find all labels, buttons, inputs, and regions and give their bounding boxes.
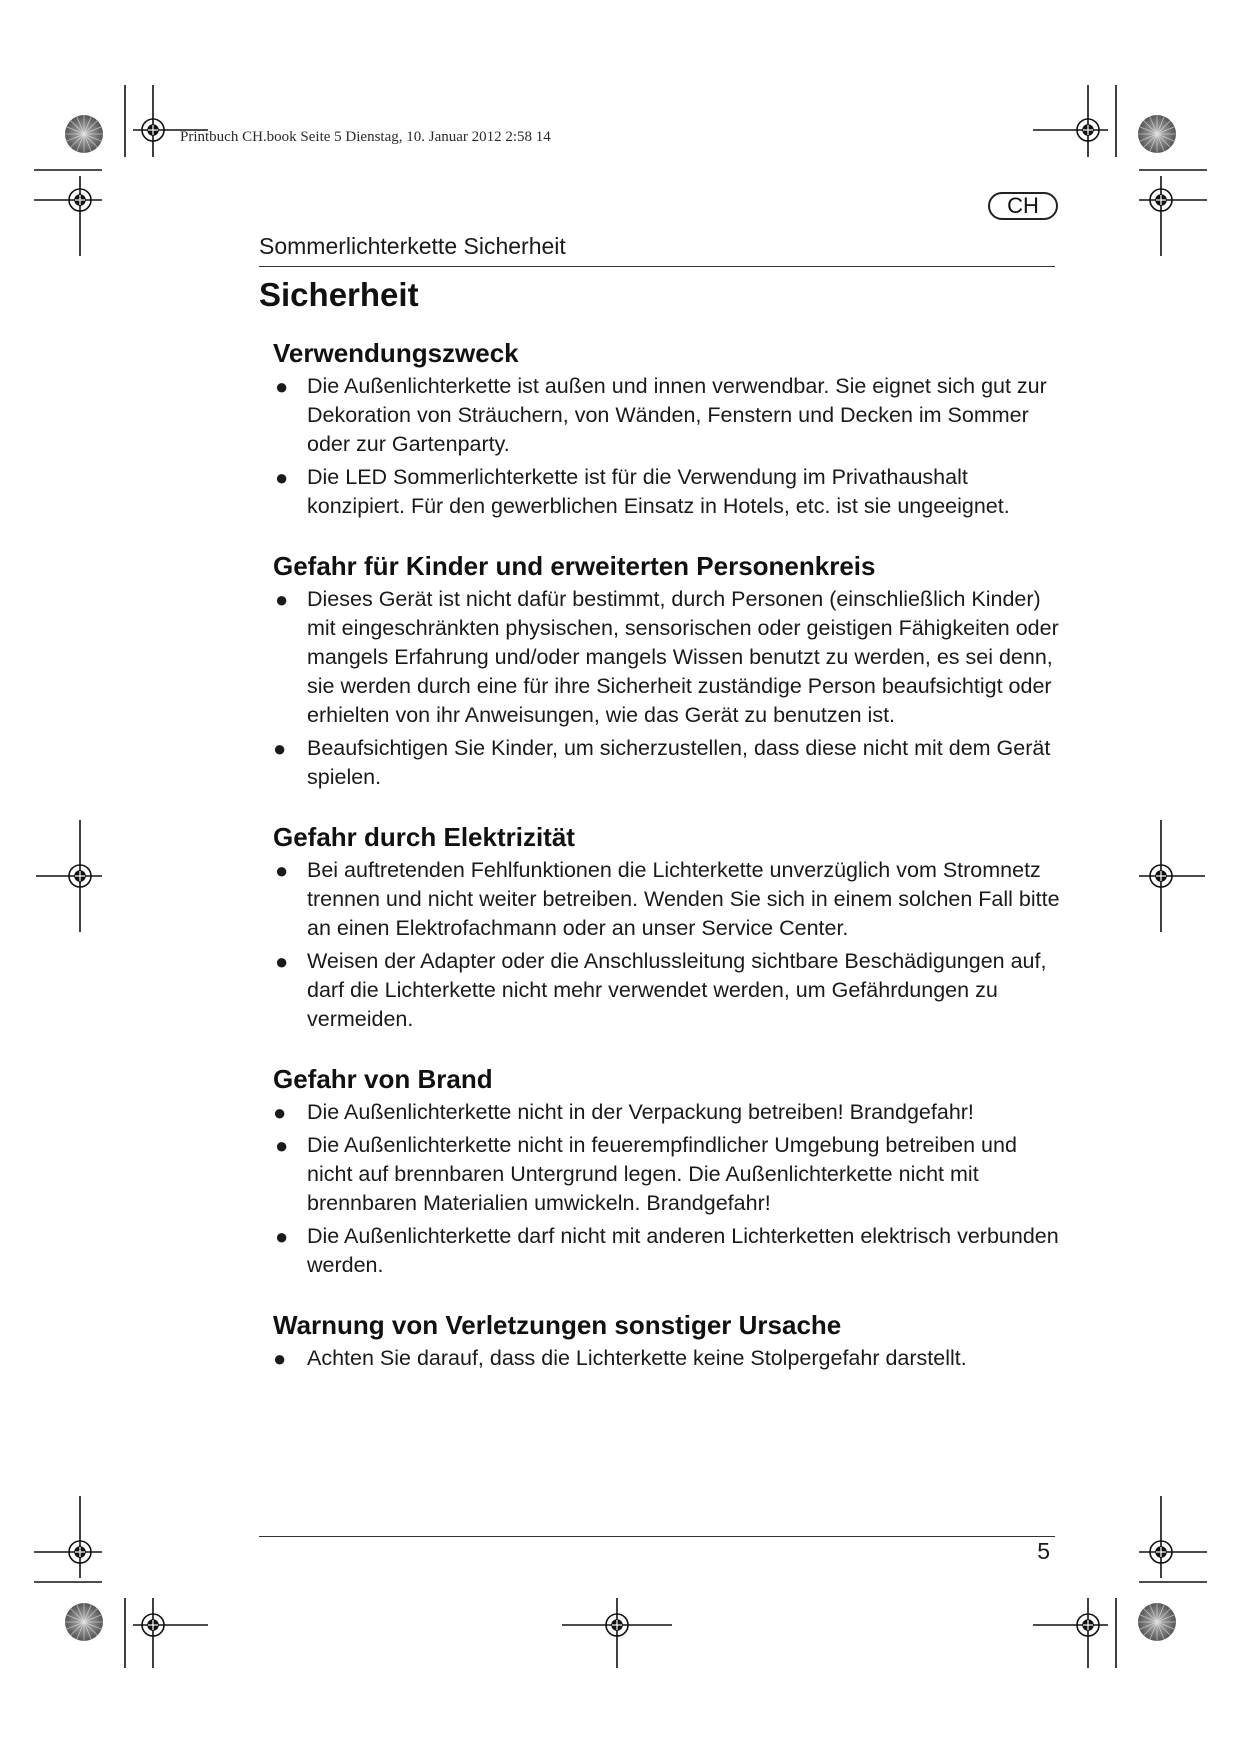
bullet-icon: ●: [275, 858, 289, 883]
list-item-text: Die Außenlichterkette nicht in der Verpackung betreiben! Brandgefahr!: [307, 1100, 974, 1124]
list-item-text: Weisen der Adapter oder die Anschlussleitung sichtbare Beschädigungen auf, darf die Lichterkette nicht mehr verwendet werden, um Gefährdungen zu vermeiden.: [307, 949, 1047, 1031]
list-item: [273, 734, 1063, 792]
crosshair-top-left-inner: [125, 85, 208, 157]
crosshair-bottom-right-inner: [1033, 1598, 1116, 1668]
crosshair-top-right-inner: [1033, 85, 1116, 157]
starburst-top-left: [65, 115, 103, 153]
list-item: [273, 585, 1063, 730]
starburst-top-right: [1138, 115, 1176, 153]
list-item-text: Die Außenlichterkette ist außen und innen verwendbar. Sie eignet sich gut zur Dekoration von Sträuchern, von Wänden, Fenstern und Decken im Sommer oder zur Gartenparty.: [307, 374, 1047, 456]
footer-rule: [259, 1536, 1055, 1537]
list-item: [273, 463, 1063, 521]
list-item-text: Beaufsichtigen Sie Kinder, um sicherzustellen, dass diese nicht mit dem Gerät spielen.: [307, 736, 1051, 789]
list-item: [273, 856, 1063, 943]
list-item: [273, 1222, 1063, 1280]
crosshair-bottom-center: [562, 1598, 672, 1668]
list-item: [273, 947, 1063, 1034]
list-item-text: Bei auftretenden Fehlfunktionen die Lichterkette unverzüglich vom Stromnetz trennen und nicht weiter betreiben. Wenden Sie sich in einem solchen Fall bitte an einen Elektrofachmann oder an unser Service Center.: [307, 858, 1060, 940]
bullet-icon: ●: [273, 1346, 287, 1371]
list-item: [273, 372, 1063, 459]
bullet-icon: ●: [275, 949, 289, 974]
page-number: 5: [1037, 1538, 1050, 1564]
bullet-icon: ●: [275, 587, 289, 612]
bullet-icon: ●: [275, 465, 289, 490]
section-gefahr-elektrizitaet: [273, 820, 1063, 1034]
page-title: Sicherheit: [259, 276, 419, 313]
section-gefahr-kinder: [273, 549, 1063, 792]
bullet-icon: ●: [273, 736, 287, 761]
bullet-icon: ●: [275, 1133, 289, 1158]
print-info-line: Printbuch CH.book Seite 5 Dienstag, 10. Januar 2012 2:58 14: [180, 129, 551, 145]
list-item-text: Die Außenlichterkette nicht in feuerempfindlicher Umgebung betreiben und nicht auf brennbaren Untergrund legen. Die Außenlichterkette nicht mit brennbaren Materialien umwickeln. Brandgefahr!: [307, 1133, 1017, 1215]
document-body: [273, 336, 1063, 1401]
crosshair-middle-right: [1139, 820, 1205, 932]
section-warnung-verletzungen: [273, 1308, 1063, 1373]
running-header: Sommerlichterkette Sicherheit: [259, 233, 566, 259]
section-heading: Gefahr für Kinder und erweiterten Personenkreis: [273, 551, 876, 581]
list-item-text: Dieses Gerät ist nicht dafür bestimmt, durch Personen (einschließlich Kinder) mit eingeschränkten physischen, sensorischen oder geistigen Fähigkeiten oder mangels Erfahrung und/oder mangels Wissen benutzt zu werden, es sei denn, sie werden durch eine für ihre Sicherheit zuständige Person beaufsichtigt oder erhielten von ihr Anweisungen, wie das Gerät zu benutzen ist.: [307, 587, 1059, 727]
header-rule: [259, 266, 1055, 267]
section-heading: Gefahr durch Elektrizität: [273, 822, 575, 852]
bullet-list: [273, 1098, 1063, 1280]
starburst-bottom-left: [65, 1603, 103, 1641]
crosshair-bottom-right-outer: [1139, 1496, 1207, 1582]
starburst-bottom-right: [1138, 1603, 1176, 1641]
section-verwendungszweck: [273, 336, 1063, 521]
crosshair-bottom-left-inner: [125, 1598, 208, 1668]
list-item-text: Die Außenlichterkette darf nicht mit anderen Lichterketten elektrisch verbunden werden.: [307, 1224, 1059, 1277]
crosshair-top-right-outer: [1139, 170, 1207, 256]
section-gefahr-brand: [273, 1062, 1063, 1280]
bullet-icon: ●: [275, 374, 289, 399]
country-badge: CH: [988, 192, 1058, 220]
bullet-list: [273, 585, 1063, 792]
crosshair-bottom-left-outer: [34, 1496, 102, 1582]
bullet-list: [273, 1344, 1063, 1373]
bullet-list: [273, 372, 1063, 521]
bullet-icon: ●: [275, 1224, 289, 1249]
section-heading: Verwendungszweck: [273, 338, 519, 368]
list-item-text: Achten Sie darauf, dass die Lichterkette keine Stolpergefahr darstellt.: [307, 1346, 967, 1370]
bullet-list: [273, 856, 1063, 1034]
section-heading: Warnung von Verletzungen sonstiger Ursache: [273, 1310, 842, 1340]
list-item-text: Die LED Sommerlichterkette ist für die Verwendung im Privathaushalt konzipiert. Für den gewerblichen Einsatz in Hotels, etc. ist sie ungeeignet.: [307, 465, 1010, 518]
list-item: [273, 1344, 1063, 1373]
section-heading: Gefahr von Brand: [273, 1064, 493, 1094]
list-item: [273, 1098, 1063, 1127]
crosshair-middle-left: [36, 820, 102, 932]
list-item: [273, 1131, 1063, 1218]
crosshair-top-left-outer: [34, 170, 102, 256]
bullet-icon: ●: [273, 1100, 287, 1125]
